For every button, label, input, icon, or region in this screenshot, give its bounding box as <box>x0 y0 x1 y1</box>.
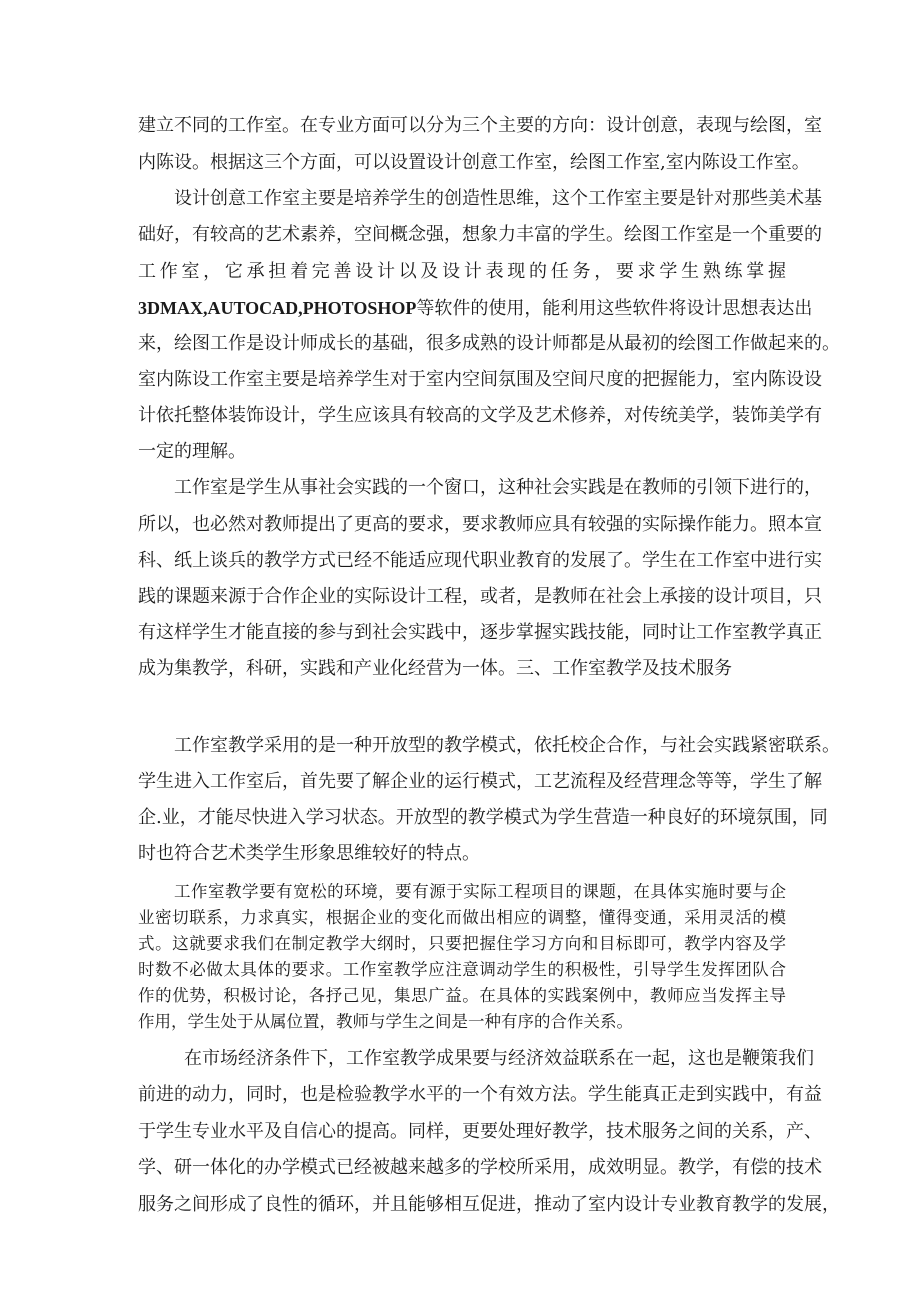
paragraph-5-line-5: 作的优势，积极讨论，各抒己见，集思广益。在具体的实践案例中，教师应当发挥主导 <box>138 986 786 1005</box>
paragraph-4-line-4: 时也符合艺术类学生形象思维较好的特点。 <box>138 843 480 864</box>
paragraph-2-line-3: 工作室，它承担着完善设计以及设计表现的任务，要求学生熟练掌握 <box>138 261 786 282</box>
paragraph-2-line-6: 室内陈设工作室主要是培养学生对于室内空间氛围及空间尺度的把握能力，室内陈设设 <box>138 369 822 390</box>
paragraph-2-line-2: 础好，有较高的艺术素养，空间概念强，想象力丰富的学生。绘图工作室是一个重要的 <box>138 224 822 245</box>
paragraph-6-line-5: 服务之间形成了良性的循环，并且能够相互促进，推动了室内设计专业教育教学的发展， <box>138 1194 840 1215</box>
paragraph-2-line-8: 一定的理解。 <box>138 441 246 462</box>
paragraph-5-line-1: 工作室教学要有宽松的环境，要有源于实际工程项目的课题，在具体实施时要与企 <box>174 882 786 901</box>
paragraph-5-line-6: 作用，学生处于从属位置，教师与学生之间是一种有序的合作关系。 <box>138 1012 633 1031</box>
paragraph-5-line-4: 时数不必做太具体的要求。工作室教学应注意调动学生的积极性，引导学生发挥团队合 <box>138 960 786 979</box>
paragraph-2-line-1: 设计创意工作室主要是培养学生的创造性思维，这个工作室主要是针对那些美术基 <box>174 188 822 209</box>
paragraph-4-line-1: 工作室教学采用的是一种开放型的教学模式，依托校企合作，与社会实践紧密联系。 <box>174 735 840 756</box>
paragraph-5-line-2: 业密切联系，力求真实，根据企业的变化而做出相应的调整，懂得变通，采用灵活的模 <box>138 908 786 927</box>
paragraph-6-line-1: 在市场经济条件下，工作室教学成果要与经济效益联系在一起，这也是鞭策我们 <box>184 1048 814 1069</box>
software-list: 3DMAX,AUTOCAD,PHOTOSHOP <box>138 298 417 318</box>
paragraph-4-line-2: 学生进入工作室后，首先要了解企业的运行模式，工艺流程及经营理念等等，学生了解 <box>138 771 822 792</box>
paragraph-6-line-2: 前进的动力，同时，也是检验教学水平的一个有效方法。学生能真正走到实践中，有益 <box>138 1084 822 1105</box>
paragraph-3-line-5: 有这样学生才能直接的参与到社会实践中，逐步掌握实践技能，同时让工作室教学真正 <box>138 622 822 643</box>
paragraph-6-line-3: 于学生专业水平及自信心的提高。同样，更要处理好教学，技术服务之间的关系，产、 <box>138 1121 822 1142</box>
paragraph-1-line-2: 内陈设。根据这三个方面，可以设置设计创意工作室，绘图工作室,室内陈设工作室。 <box>138 152 810 173</box>
paragraph-2-line-7: 计依托整体装饰设计，学生应该具有较高的文学及艺术修养，对传统美学，装饰美学有 <box>138 405 822 426</box>
paragraph-3-line-3: 科、纸上谈兵的教学方式已经不能适应现代职业教育的发展了。学生在工作室中进行实 <box>138 550 822 571</box>
paragraph-2-line-4-text: 等软件的使用，能利用这些软件将设计思想表达出 <box>416 298 813 319</box>
paragraph-4-line-3: 企.业，才能尽快进入学习状态。开放型的教学模式为学生营造一种良好的环境氛围，同 <box>138 807 828 828</box>
paragraph-6-line-4: 学、研一体化的办学模式已经被越来越多的学校所采用，成效明显。教学，有偿的技术 <box>138 1157 822 1178</box>
paragraph-3-line-4: 践的课题来源于合作企业的实际设计工程，或者，是教师在社会上承接的设计项目，只 <box>138 586 822 607</box>
paragraph-3-line-2: 所以，也必然对教师提出了更高的要求，要求教师应具有较强的实际操作能力。照本宣 <box>138 514 822 535</box>
paragraph-3-line-6: 成为集教学，科研，实践和产业化经营为一体。三、工作室教学及技术服务 <box>138 658 732 679</box>
paragraph-3-line-1: 工作室是学生从事社会实践的一个窗口，这种社会实践是在教师的引领下进行的， <box>174 477 822 498</box>
paragraph-1-line-1: 建立不同的工作室。在专业方面可以分为三个主要的方向：设计创意，表现与绘图，室 <box>138 115 822 136</box>
paragraph-2-line-4 <box>138 296 813 321</box>
paragraph-2-line-5: 来，绘图工作是设计师成长的基础，很多成熟的设计师都是从最初的绘图工作做起来的。 <box>138 333 840 354</box>
paragraph-5-line-3: 式。这就要求我们在制定教学大纲时，只要把握住学习方向和目标即可，教学内容及学 <box>138 934 786 953</box>
